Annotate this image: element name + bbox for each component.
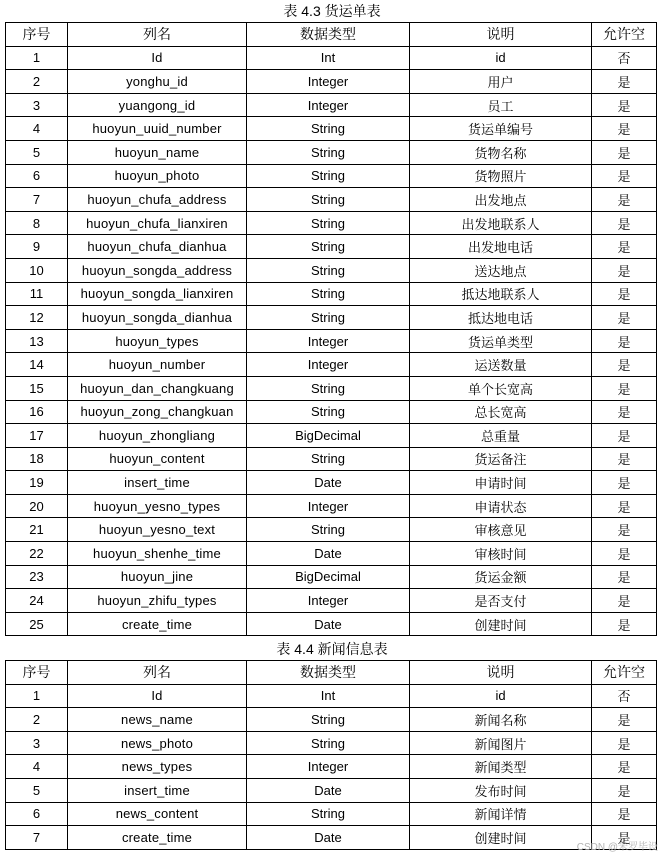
table-row [6, 211, 657, 235]
column-name-cell: create_time [68, 826, 247, 850]
index-cell: 16 [6, 400, 68, 424]
description-cell: 货物名称 [410, 140, 592, 164]
column-name-cell: insert_time [68, 778, 247, 802]
data-type-cell: String [247, 376, 410, 400]
description-cell: 用户 [410, 70, 592, 94]
index-cell: 6 [6, 802, 68, 826]
index-cell: 7 [6, 188, 68, 212]
header-index: 序号 [6, 23, 68, 47]
header-nullable: 允许空 [592, 661, 657, 685]
nullable-cell: 是 [592, 518, 657, 542]
header-description: 说明 [410, 661, 592, 685]
nullable-cell: 否 [592, 46, 657, 70]
data-type-cell: String [247, 518, 410, 542]
description-cell: 新闻类型 [410, 755, 592, 779]
data-type-cell: Integer [247, 329, 410, 353]
description-cell: 员工 [410, 93, 592, 117]
nullable-cell: 是 [592, 188, 657, 212]
freight-order-table [5, 22, 657, 636]
header-row [6, 23, 657, 47]
description-cell: 出发地电话 [410, 235, 592, 259]
nullable-cell: 是 [592, 140, 657, 164]
header-column-name: 列名 [68, 23, 247, 47]
description-cell: id [410, 684, 592, 708]
column-name-cell: huoyun_jine [68, 565, 247, 589]
description-cell: 申请时间 [410, 471, 592, 495]
column-name-cell: huoyun_chufa_address [68, 188, 247, 212]
index-cell: 5 [6, 778, 68, 802]
index-cell: 22 [6, 542, 68, 566]
description-cell: 审核时间 [410, 542, 592, 566]
nullable-cell: 是 [592, 235, 657, 259]
column-name-cell: Id [68, 684, 247, 708]
table-row [6, 306, 657, 330]
table-row [6, 140, 657, 164]
data-type-cell: String [247, 211, 410, 235]
nullable-cell: 是 [592, 447, 657, 471]
table-row [6, 46, 657, 70]
nullable-cell: 是 [592, 565, 657, 589]
description-cell: 新闻详情 [410, 802, 592, 826]
column-name-cell: news_photo [68, 731, 247, 755]
index-cell: 3 [6, 93, 68, 117]
index-cell: 2 [6, 708, 68, 732]
table-row [6, 164, 657, 188]
column-name-cell: huoyun_zhifu_types [68, 589, 247, 613]
data-type-cell: String [247, 731, 410, 755]
index-cell: 1 [6, 684, 68, 708]
column-name-cell: Id [68, 46, 247, 70]
nullable-cell: 是 [592, 376, 657, 400]
data-type-cell: BigDecimal [247, 565, 410, 589]
data-type-cell: Date [247, 778, 410, 802]
description-cell: 申请状态 [410, 494, 592, 518]
index-cell: 5 [6, 140, 68, 164]
index-cell: 20 [6, 494, 68, 518]
data-type-cell: String [247, 306, 410, 330]
data-type-cell: String [247, 282, 410, 306]
table-row [6, 778, 657, 802]
description-cell: 创建时间 [410, 612, 592, 636]
data-type-cell: String [247, 235, 410, 259]
index-cell: 19 [6, 471, 68, 495]
nullable-cell: 是 [592, 353, 657, 377]
header-index: 序号 [6, 661, 68, 685]
nullable-cell: 是 [592, 211, 657, 235]
table-row [6, 612, 657, 636]
column-name-cell: huoyun_photo [68, 164, 247, 188]
index-cell: 2 [6, 70, 68, 94]
header-data-type: 数据类型 [247, 23, 410, 47]
column-name-cell: insert_time [68, 471, 247, 495]
description-cell: 总长宽高 [410, 400, 592, 424]
column-name-cell: huoyun_uuid_number [68, 117, 247, 141]
description-cell: 货运备注 [410, 447, 592, 471]
nullable-cell: 是 [592, 731, 657, 755]
nullable-cell: 是 [592, 612, 657, 636]
table-row [6, 731, 657, 755]
header-description: 说明 [410, 23, 592, 47]
column-name-cell: huoyun_chufa_dianhua [68, 235, 247, 259]
description-cell: 单个长宽高 [410, 376, 592, 400]
data-type-cell: Date [247, 471, 410, 495]
index-cell: 1 [6, 46, 68, 70]
nullable-cell: 是 [592, 826, 657, 850]
data-type-cell: String [247, 802, 410, 826]
index-cell: 7 [6, 826, 68, 850]
column-name-cell: huoyun_types [68, 329, 247, 353]
index-cell: 25 [6, 612, 68, 636]
data-type-cell: Integer [247, 353, 410, 377]
table-row [6, 376, 657, 400]
description-cell: 审核意见 [410, 518, 592, 542]
column-name-cell: huoyun_songda_address [68, 258, 247, 282]
index-cell: 8 [6, 211, 68, 235]
nullable-cell: 是 [592, 589, 657, 613]
table-row [6, 93, 657, 117]
index-cell: 3 [6, 731, 68, 755]
table-row [6, 117, 657, 141]
data-type-cell: Integer [247, 70, 410, 94]
nullable-cell: 是 [592, 424, 657, 448]
index-cell: 23 [6, 565, 68, 589]
table-row [6, 400, 657, 424]
description-cell: 送达地点 [410, 258, 592, 282]
data-type-cell: Date [247, 826, 410, 850]
data-type-cell: Integer [247, 93, 410, 117]
news-info-table [5, 660, 657, 850]
description-cell: 货运单类型 [410, 329, 592, 353]
column-name-cell: huoyun_dan_changkuang [68, 376, 247, 400]
data-type-cell: Integer [247, 494, 410, 518]
index-cell: 9 [6, 235, 68, 259]
column-name-cell: huoyun_zong_changkuan [68, 400, 247, 424]
nullable-cell: 是 [592, 93, 657, 117]
column-name-cell: news_content [68, 802, 247, 826]
index-cell: 4 [6, 755, 68, 779]
nullable-cell: 是 [592, 306, 657, 330]
table-row [6, 542, 657, 566]
table-row [6, 353, 657, 377]
header-row [6, 661, 657, 685]
nullable-cell: 是 [592, 70, 657, 94]
nullable-cell: 是 [592, 329, 657, 353]
nullable-cell: 是 [592, 494, 657, 518]
index-cell: 24 [6, 589, 68, 613]
table-row [6, 447, 657, 471]
table-row [6, 424, 657, 448]
index-cell: 10 [6, 258, 68, 282]
table-row [6, 684, 657, 708]
table-row [6, 708, 657, 732]
nullable-cell: 是 [592, 755, 657, 779]
nullable-cell: 是 [592, 708, 657, 732]
data-type-cell: Integer [247, 755, 410, 779]
table-row [6, 329, 657, 353]
description-cell: 新闻图片 [410, 731, 592, 755]
description-cell: 抵达地电话 [410, 306, 592, 330]
nullable-cell: 是 [592, 282, 657, 306]
index-cell: 4 [6, 117, 68, 141]
description-cell: 运送数量 [410, 353, 592, 377]
header-data-type: 数据类型 [247, 661, 410, 685]
description-cell: 发布时间 [410, 778, 592, 802]
data-type-cell: Date [247, 612, 410, 636]
description-cell: 出发地点 [410, 188, 592, 212]
data-type-cell: Int [247, 684, 410, 708]
table-row [6, 826, 657, 850]
data-type-cell: String [247, 400, 410, 424]
index-cell: 17 [6, 424, 68, 448]
nullable-cell: 是 [592, 400, 657, 424]
description-cell: 货物照片 [410, 164, 592, 188]
data-type-cell: String [247, 188, 410, 212]
data-type-cell: Date [247, 542, 410, 566]
data-type-cell: Int [247, 46, 410, 70]
index-cell: 11 [6, 282, 68, 306]
table-4-4-caption: 表 4.4 新闻信息表 [276, 641, 388, 657]
index-cell: 6 [6, 164, 68, 188]
data-type-cell: String [247, 258, 410, 282]
data-type-cell: Integer [247, 589, 410, 613]
description-cell: id [410, 46, 592, 70]
nullable-cell: 否 [592, 684, 657, 708]
column-name-cell: huoyun_number [68, 353, 247, 377]
description-cell: 是否支付 [410, 589, 592, 613]
column-name-cell: huoyun_yesno_types [68, 494, 247, 518]
column-name-cell: huoyun_yesno_text [68, 518, 247, 542]
data-type-cell: String [247, 140, 410, 164]
index-cell: 14 [6, 353, 68, 377]
column-name-cell: huoyun_zhongliang [68, 424, 247, 448]
index-cell: 13 [6, 329, 68, 353]
data-type-cell: String [247, 117, 410, 141]
description-cell: 货运单编号 [410, 117, 592, 141]
column-name-cell: huoyun_songda_lianxiren [68, 282, 247, 306]
nullable-cell: 是 [592, 258, 657, 282]
index-cell: 21 [6, 518, 68, 542]
table-row [6, 494, 657, 518]
csdn-watermark: CSDN @米罗毕设 [576, 842, 658, 853]
table-row [6, 565, 657, 589]
index-cell: 18 [6, 447, 68, 471]
table-row [6, 188, 657, 212]
column-name-cell: create_time [68, 612, 247, 636]
table-row [6, 471, 657, 495]
index-cell: 12 [6, 306, 68, 330]
column-name-cell: huoyun_chufa_lianxiren [68, 211, 247, 235]
column-name-cell: yuangong_id [68, 93, 247, 117]
table-row [6, 755, 657, 779]
table-row [6, 235, 657, 259]
header-column-name: 列名 [68, 661, 247, 685]
nullable-cell: 是 [592, 542, 657, 566]
nullable-cell: 是 [592, 802, 657, 826]
data-type-cell: BigDecimal [247, 424, 410, 448]
table-row [6, 589, 657, 613]
description-cell: 总重量 [410, 424, 592, 448]
column-name-cell: huoyun_shenhe_time [68, 542, 247, 566]
description-cell: 新闻名称 [410, 708, 592, 732]
nullable-cell: 是 [592, 164, 657, 188]
table-row [6, 282, 657, 306]
description-cell: 抵达地联系人 [410, 282, 592, 306]
table-row [6, 70, 657, 94]
column-name-cell: news_types [68, 755, 247, 779]
data-type-cell: String [247, 164, 410, 188]
column-name-cell: news_name [68, 708, 247, 732]
data-type-cell: String [247, 708, 410, 732]
header-nullable: 允许空 [592, 23, 657, 47]
column-name-cell: yonghu_id [68, 70, 247, 94]
index-cell: 15 [6, 376, 68, 400]
table-row [6, 802, 657, 826]
column-name-cell: huoyun_name [68, 140, 247, 164]
description-cell: 创建时间 [410, 826, 592, 850]
description-cell: 货运金额 [410, 565, 592, 589]
table-row [6, 258, 657, 282]
description-cell: 出发地联系人 [410, 211, 592, 235]
data-type-cell: String [247, 447, 410, 471]
column-name-cell: huoyun_songda_dianhua [68, 306, 247, 330]
table-row [6, 518, 657, 542]
nullable-cell: 是 [592, 117, 657, 141]
table-4-3-caption: 表 4.3 货运单表 [283, 3, 381, 19]
nullable-cell: 是 [592, 778, 657, 802]
nullable-cell: 是 [592, 471, 657, 495]
column-name-cell: huoyun_content [68, 447, 247, 471]
